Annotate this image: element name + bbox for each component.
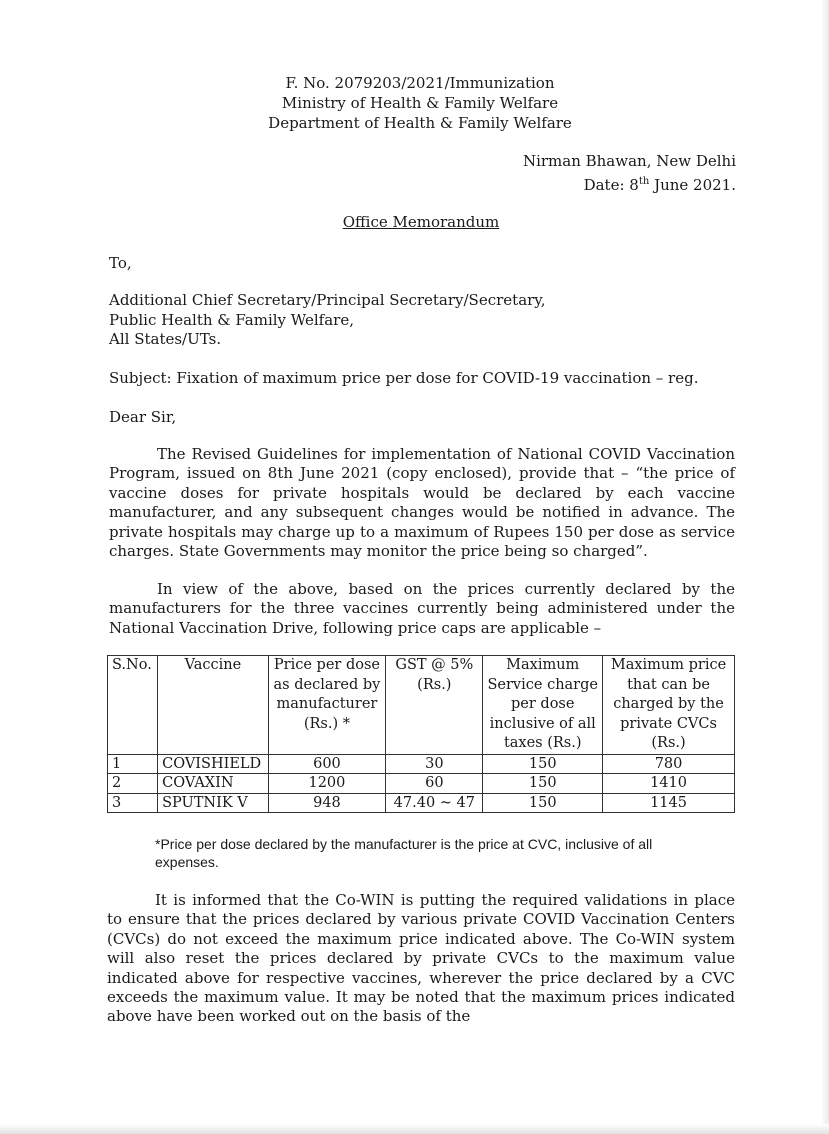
page-edge-shadow xyxy=(821,0,829,1134)
subject-line: Subject: Fixation of maximum price per dose for COVID-19 vaccination – reg. xyxy=(109,369,699,387)
paragraph-2: In view of the above, based on the prices currently declared by the manufacturers for the three vaccines currently being administered under the National Vaccination Drive, following price caps are applicable – xyxy=(109,580,735,637)
date-prefix: Date: 8 xyxy=(583,176,639,194)
header-max-price: Maximum price that can be charged by the private CVCs (Rs.) xyxy=(603,656,735,755)
salutation: Dear Sir, xyxy=(109,408,177,426)
cell-gst: 47.40 ~ 47 xyxy=(386,793,483,813)
table-row xyxy=(108,754,735,774)
cell-max-price: 780 xyxy=(603,754,735,774)
cell-sno: 2 xyxy=(108,774,158,794)
memo-title: Office Memorandum xyxy=(342,213,500,231)
to-line: To, xyxy=(109,254,132,272)
table-footnote: *Price per dose declared by the manufacturer is the price at CVC, inclusive of all expenses. xyxy=(155,836,653,870)
date-suffix: th xyxy=(638,176,650,187)
addressee-line: All States/UTs. xyxy=(109,330,222,348)
date xyxy=(584,172,736,195)
header-gst: GST @ 5% (Rs.) xyxy=(386,656,483,755)
paragraph-3: It is informed that the Co-WIN is putting the required validations in place to ensure that the prices declared by various private COVID Vaccination Centers (CVCs) do not exceed the maximum price indicated above. The Co-WIN system will also reset the prices declared by private CVCs to the maximum value indicated above for respective vaccines, wherever the price declared by a CVC exceeds the maximum value. It may be noted that the maximum prices indicated above have been worked out on the basis of the xyxy=(107,891,735,1026)
table-header-row xyxy=(108,656,735,755)
addressee-line: Public Health & Family Welfare, xyxy=(109,311,354,329)
cell-vaccine: SPUTNIK V xyxy=(158,793,269,813)
page-bottom-shadow xyxy=(0,1124,829,1134)
cell-price: 948 xyxy=(268,793,386,813)
cell-gst: 30 xyxy=(386,754,483,774)
cell-max-price: 1410 xyxy=(603,774,735,794)
date-rest: June 2021. xyxy=(649,176,736,194)
cell-max-price: 1145 xyxy=(603,793,735,813)
cell-sno: 1 xyxy=(108,754,158,774)
table-row xyxy=(108,793,735,813)
cell-service-charge: 150 xyxy=(483,754,603,774)
table-row xyxy=(108,774,735,794)
cell-vaccine: COVAXIN xyxy=(158,774,269,794)
paragraph-1: The Revised Guidelines for implementation of National COVID Vaccination Program, issued on 8th June 2021 (copy enclosed), provide that – “the price of vaccine doses for private hospitals would be declared by each vaccine manufacturer, and any subsequent changes would be notified in advance. The private hospitals may charge up to a maximum of Rupees 150 per dose as service charges. State Governments may monitor the price being so charged”. xyxy=(109,445,735,561)
place: Nirman Bhawan, New Delhi xyxy=(522,152,736,170)
cell-service-charge: 150 xyxy=(483,774,603,794)
cell-price: 1200 xyxy=(268,774,386,794)
cell-price: 600 xyxy=(268,754,386,774)
header-sno: S.No. xyxy=(108,656,158,755)
cell-service-charge: 150 xyxy=(483,793,603,813)
cell-gst: 60 xyxy=(386,774,483,794)
ministry-name: Ministry of Health & Family Welfare xyxy=(281,94,559,112)
header-price-per-dose: Price per dose as declared by manufacturer (Rs.) * xyxy=(268,656,386,755)
file-number: F. No. 2079203/2021/Immunization xyxy=(285,74,555,92)
cell-vaccine: COVISHIELD xyxy=(158,754,269,774)
header-vaccine: Vaccine xyxy=(158,656,269,755)
price-cap-table xyxy=(107,655,735,813)
addressee-line: Additional Chief Secretary/Principal Secretary/Secretary, xyxy=(109,291,546,309)
cell-sno: 3 xyxy=(108,793,158,813)
department-name: Department of Health & Family Welfare xyxy=(268,114,572,132)
header-service-charge: Maximum Service charge per dose inclusive of all taxes (Rs.) xyxy=(483,656,603,755)
